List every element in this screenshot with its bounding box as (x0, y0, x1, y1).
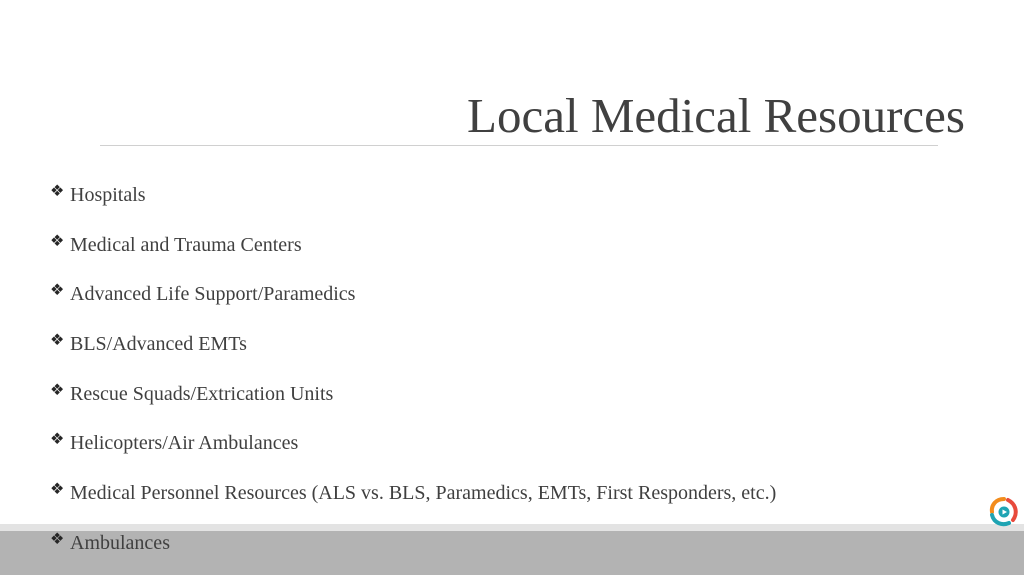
list-item (50, 522, 776, 572)
list-item-label: Helicopters/Air Ambulances (70, 432, 299, 455)
slide-title: Local Medical Resources (467, 88, 965, 143)
diamond-cluster-icon: ❖ (50, 332, 65, 350)
list-item-label: Hospitals (70, 184, 146, 206)
bullet-list (50, 174, 776, 572)
list-item (50, 323, 776, 373)
list-item (50, 224, 776, 274)
list-item (50, 373, 776, 423)
list-item (50, 273, 776, 323)
diamond-cluster-icon: ❖ (50, 530, 65, 548)
diamond-cluster-icon: ❖ (50, 183, 65, 200)
list-item-label: Ambulances (70, 531, 170, 554)
title-divider (100, 145, 938, 146)
diamond-cluster-icon: ❖ (50, 431, 65, 449)
list-item (50, 422, 776, 472)
list-item (50, 174, 776, 224)
list-item-label: Advanced Life Support/Paramedics (70, 283, 356, 306)
diamond-cluster-icon: ❖ (50, 232, 65, 250)
swirl-logo-icon (988, 496, 1020, 528)
diamond-cluster-icon: ❖ (50, 481, 65, 499)
list-item-label: BLS/Advanced EMTs (70, 333, 247, 356)
list-item-label: Rescue Squads/Extrication Units (70, 382, 334, 405)
diamond-cluster-icon: ❖ (50, 381, 65, 399)
diamond-cluster-icon: ❖ (50, 282, 65, 300)
list-item-label: Medical Personnel Resources (ALS vs. BLS, Paramedics, EMTs, First Responders, etc.) (70, 482, 777, 505)
list-item-label: Medical and Trauma Centers (70, 233, 302, 256)
list-item (50, 472, 776, 522)
